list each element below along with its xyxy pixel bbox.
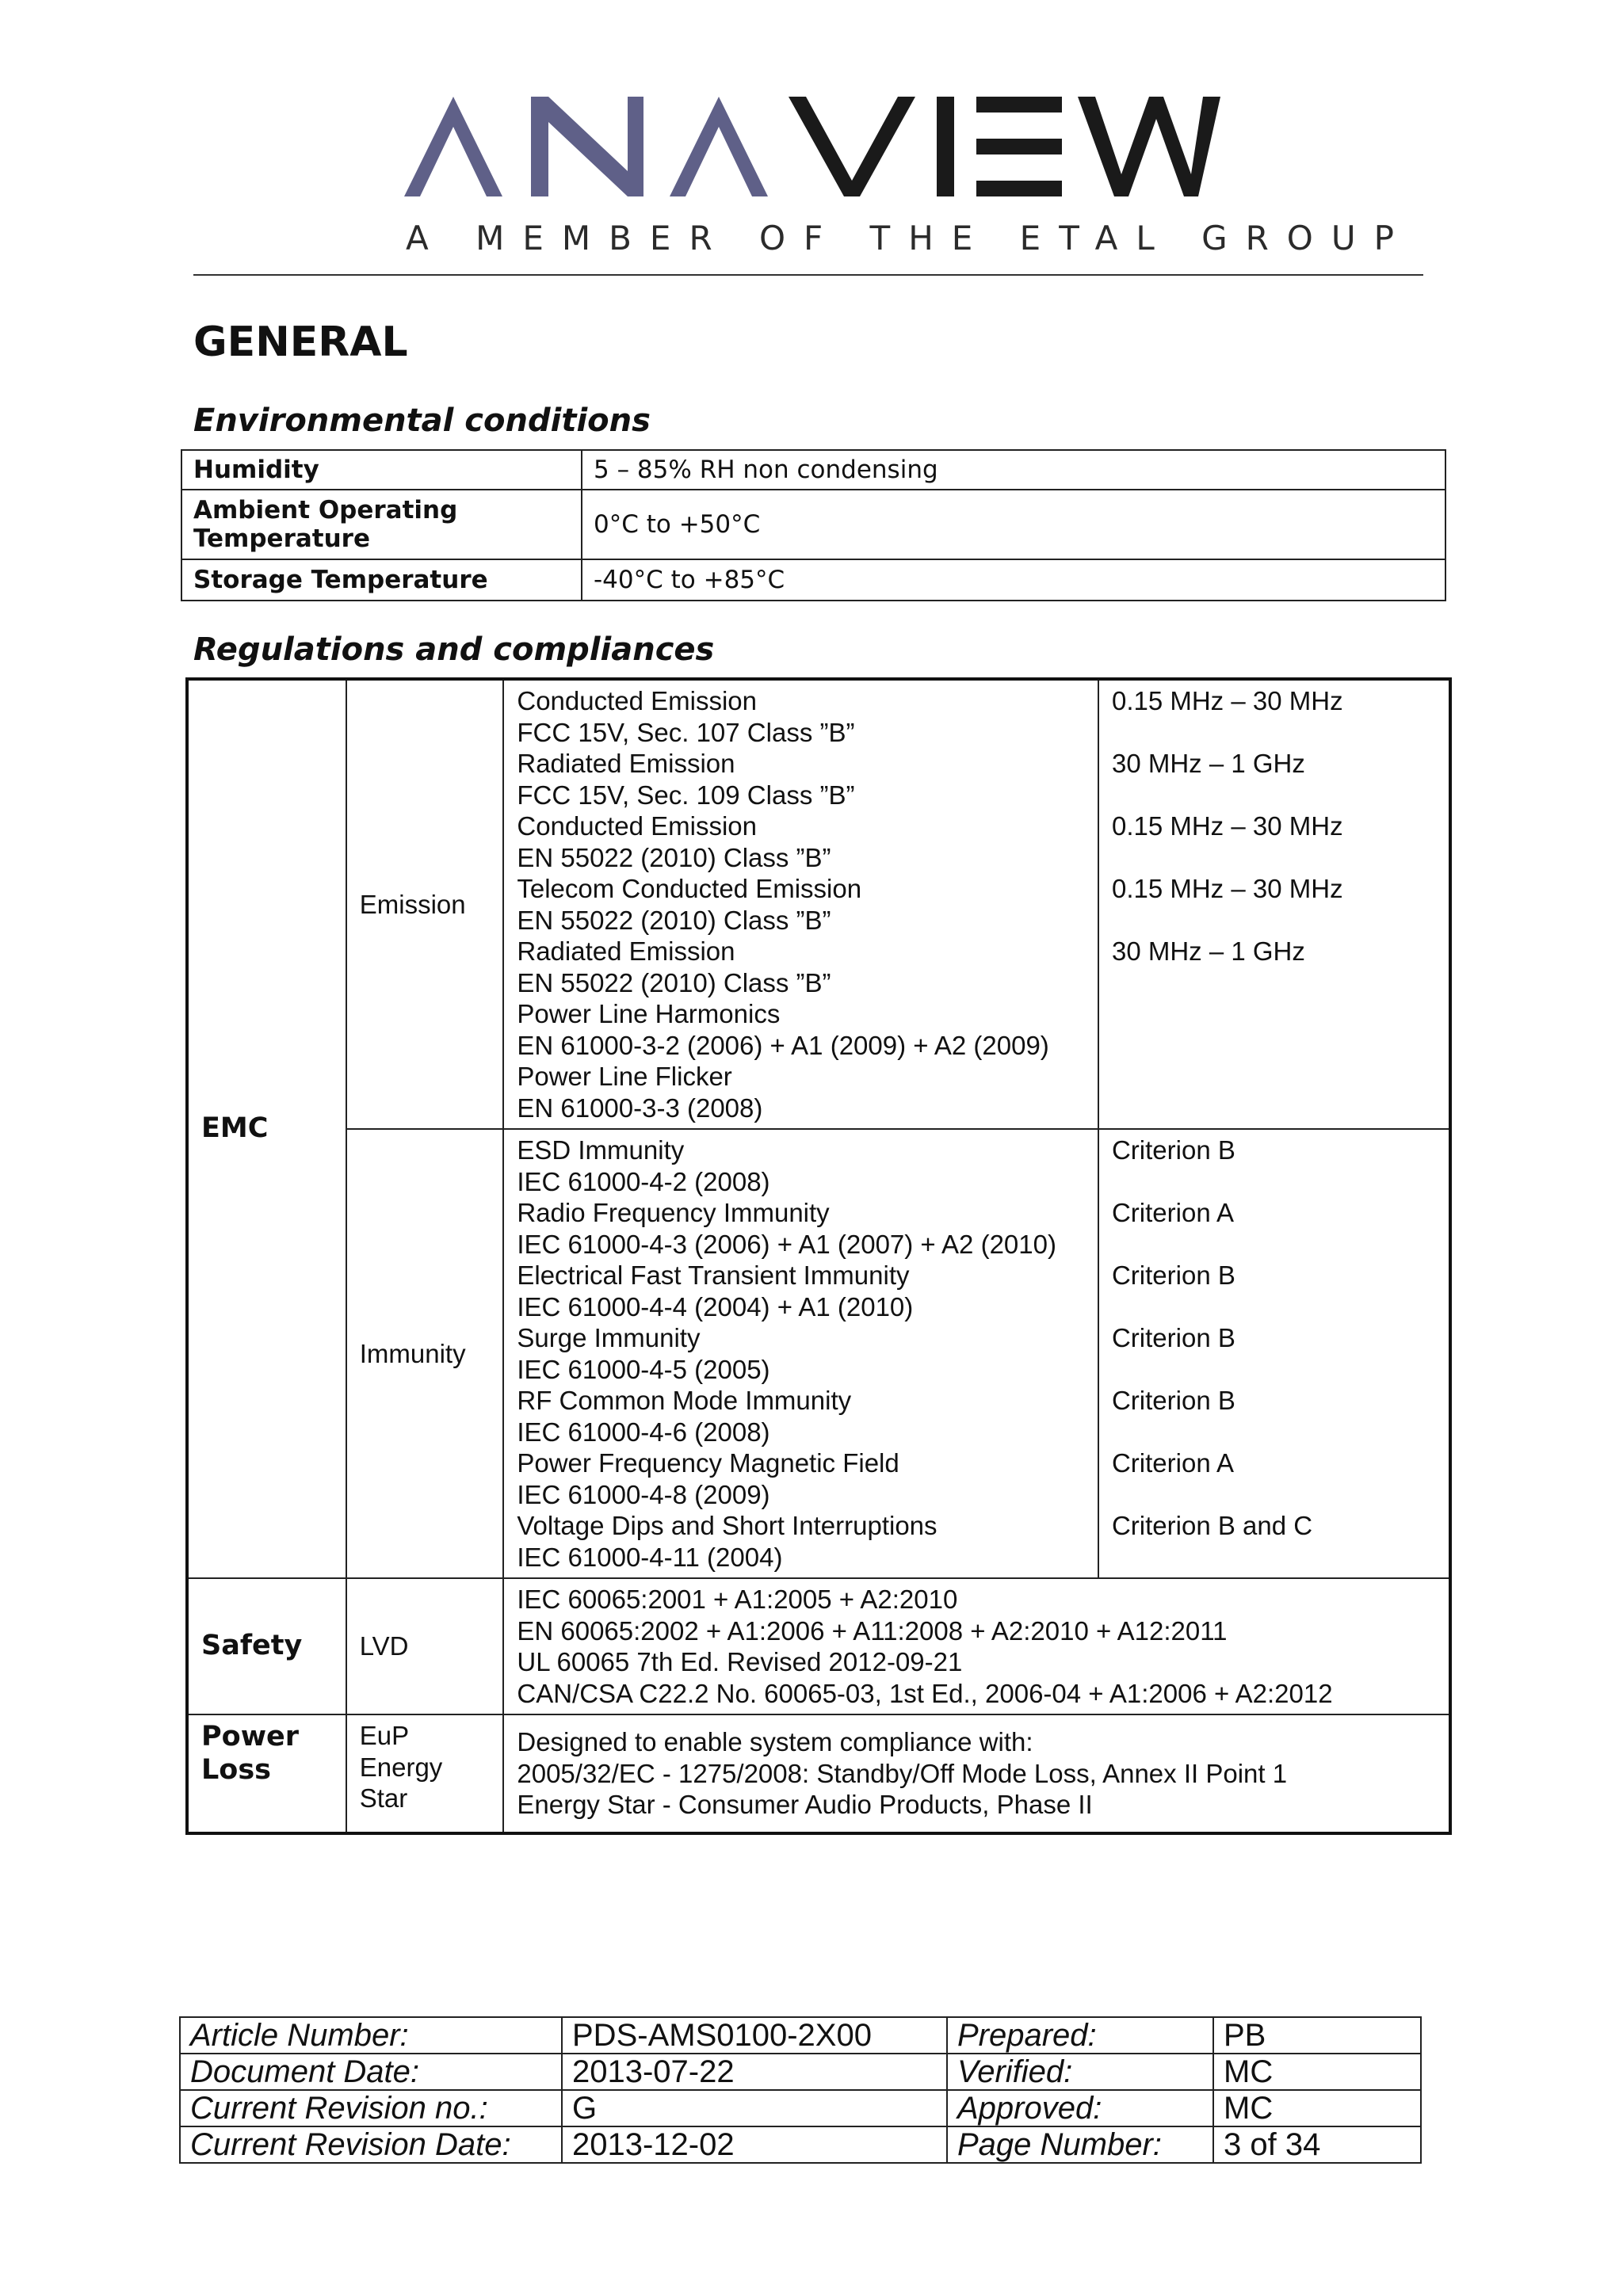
table-row	[187, 679, 1450, 1129]
table-row	[180, 2126, 1421, 2163]
standard-line: IEC 61000-4-8 (2009)	[517, 1479, 770, 1509]
standard-line: 2005/32/EC - 1275/2008: Standby/Off Mode Loss, Annex II Point 1	[517, 1758, 1288, 1788]
emc-label: EMC	[187, 679, 346, 1578]
limit-line: Criterion B and C	[1111, 1511, 1313, 1540]
limit-line: Criterion B	[1111, 1261, 1235, 1290]
table-row	[180, 2054, 1421, 2090]
limit-line	[1112, 1229, 1436, 1261]
immunity-limits	[1098, 1129, 1450, 1578]
standard-line: RF Common Mode Immunity	[517, 1386, 852, 1415]
limit-line	[1112, 842, 1436, 874]
standard-line: EN 60065:2002 + A1:2006 + A11:2008 + A2:2010 + A12:2011	[517, 1615, 1228, 1646]
table-row	[181, 559, 1445, 601]
standard-line: IEC 61000-4-11 (2004)	[517, 1542, 783, 1572]
footer-value: MC	[1213, 2054, 1421, 2090]
env-label-ambient-temp: Ambient Operating Temperature	[181, 490, 582, 559]
limit-line: Criterion B	[1111, 1323, 1235, 1352]
limit-line	[1112, 1417, 1436, 1448]
limit-line	[1112, 1166, 1436, 1198]
footer-value: 2013-07-22	[562, 2054, 947, 2090]
standard-line: Radiated Emission	[517, 749, 735, 778]
standard-line: IEC 61000-4-4 (2004) + A1 (2010)	[517, 1291, 914, 1322]
standard-line: ESD Immunity	[517, 1135, 685, 1165]
limit-line	[1112, 1479, 1436, 1511]
standard-line: EN 55022 (2010) Class ”B”	[517, 967, 831, 997]
power-loss-sub-line: EuP	[359, 1721, 410, 1750]
limit-line	[1112, 1291, 1436, 1323]
logo-tagline: A MEMBER OF THE ETAL GROUP	[406, 219, 1412, 257]
env-label-storage-temp: Storage Temperature	[181, 559, 582, 601]
limit-line	[1112, 780, 1436, 811]
standard-line: FCC 15V, Sec. 109 Class ”B”	[517, 780, 855, 810]
standard-line: Energy Star - Consumer Audio Products, Phase II	[517, 1790, 1093, 1819]
limit-line: 30 MHz – 1 GHz	[1111, 936, 1305, 966]
limit-line: Criterion A	[1111, 1448, 1235, 1478]
emission-limits	[1098, 679, 1450, 1129]
standard-line: IEC 60065:2001 + A1:2005 + A2:2010	[517, 1585, 958, 1614]
safety-standards	[503, 1578, 1450, 1714]
env-value-ambient-temp: 0°C to +50°C	[582, 490, 1445, 559]
limit-line	[1112, 1354, 1436, 1386]
standard-line: UL 60065 7th Ed. Revised 2012-09-21	[517, 1647, 963, 1676]
env-label-humidity: Humidity	[181, 450, 582, 490]
limit-line: Criterion A	[1111, 1198, 1235, 1227]
table-row	[181, 450, 1445, 490]
page-title: GENERAL	[193, 318, 408, 366]
standard-line: EN 61000-3-3 (2008)	[517, 1093, 763, 1123]
footer-value: PDS-AMS0100-2X00	[562, 2017, 947, 2054]
standard-line: Surge Immunity	[517, 1323, 701, 1352]
limit-line: 0.15 MHz – 30 MHz	[1111, 811, 1343, 841]
table-row	[187, 1129, 1450, 1578]
header-divider	[193, 274, 1423, 276]
regulations-table	[185, 677, 1452, 1835]
footer-label: Article Number:	[180, 2017, 562, 2054]
company-logo	[0, 0, 1623, 285]
standard-line: Power Line Harmonics	[517, 999, 781, 1028]
standard-line: Conducted Emission	[517, 686, 758, 715]
standard-line: Electrical Fast Transient Immunity	[517, 1261, 910, 1290]
standard-line: Designed to enable system compliance with:	[517, 1727, 1033, 1756]
standard-line: Radiated Emission	[517, 936, 735, 966]
environmental-table	[181, 449, 1446, 601]
footer-label: Page Number:	[947, 2126, 1213, 2163]
standard-line: EN 55022 (2010) Class ”B”	[517, 842, 831, 872]
footer-label: Current Revision Date:	[180, 2126, 562, 2163]
power-loss-sub-line: Star	[359, 1783, 408, 1813]
power-loss-label	[187, 1714, 346, 1833]
power-loss-standards	[503, 1714, 1450, 1833]
table-row	[187, 1578, 1450, 1714]
emission-standards	[503, 679, 1098, 1129]
footer-label: Approved:	[947, 2090, 1213, 2126]
standard-line: IEC 61000-4-6 (2008)	[517, 1417, 770, 1447]
footer-label: Verified:	[947, 2054, 1213, 2090]
footer-label: Current Revision no.:	[180, 2090, 562, 2126]
lvd-label: LVD	[346, 1578, 504, 1714]
regulations-title: Regulations and compliances	[193, 631, 715, 668]
table-row	[180, 2017, 1421, 2054]
limit-line: 0.15 MHz – 30 MHz	[1111, 686, 1343, 715]
standard-line: IEC 61000-4-2 (2008)	[517, 1166, 770, 1196]
anaview-logo-mark	[404, 95, 1220, 198]
immunity-label: Immunity	[346, 1129, 504, 1578]
standard-line: FCC 15V, Sec. 107 Class ”B”	[517, 717, 855, 747]
document-info-footer	[179, 2016, 1422, 2164]
standard-line: IEC 61000-4-3 (2006) + A1 (2007) + A2 (2010)	[517, 1229, 1056, 1259]
emission-label: Emission	[346, 679, 504, 1129]
footer-label: Prepared:	[947, 2017, 1213, 2054]
power-loss-label-line2: Loss	[201, 1754, 272, 1786]
table-row	[180, 2090, 1421, 2126]
footer-value: 2013-12-02	[562, 2126, 947, 2163]
footer-value: G	[562, 2090, 947, 2126]
standard-line: CAN/CSA C22.2 No. 60065-03, 1st Ed., 2006-04 + A1:2006 + A2:2012	[517, 1678, 1333, 1708]
standard-line: IEC 61000-4-5 (2005)	[517, 1354, 770, 1384]
standard-line: EN 61000-3-2 (2006) + A1 (2009) + A2 (2009)	[517, 1030, 1049, 1060]
power-loss-label-line1: Power	[201, 1721, 300, 1753]
standard-line: Power Frequency Magnetic Field	[517, 1448, 899, 1478]
standard-line: EN 55022 (2010) Class ”B”	[517, 905, 831, 935]
table-row	[187, 1714, 1450, 1833]
limit-line: Criterion B	[1111, 1135, 1235, 1165]
table-row	[181, 490, 1445, 559]
env-value-storage-temp: -40°C to +85°C	[582, 559, 1445, 601]
footer-value: MC	[1213, 2090, 1421, 2126]
limit-line	[1112, 717, 1436, 749]
standard-line: Telecom Conducted Emission	[517, 874, 862, 903]
env-value-humidity: 5 – 85% RH non condensing	[582, 450, 1445, 490]
limit-line: Criterion B	[1111, 1386, 1235, 1415]
safety-label: Safety	[187, 1578, 346, 1714]
limit-line: 0.15 MHz – 30 MHz	[1111, 874, 1343, 903]
limit-line	[1112, 905, 1436, 936]
standard-line: Radio Frequency Immunity	[517, 1198, 830, 1227]
standard-line: Conducted Emission	[517, 811, 758, 841]
environmental-title: Environmental conditions	[193, 402, 651, 439]
immunity-standards	[503, 1129, 1098, 1578]
standard-line: Voltage Dips and Short Interruptions	[517, 1511, 938, 1540]
limit-line: 30 MHz – 1 GHz	[1111, 749, 1305, 778]
standard-line: Power Line Flicker	[517, 1062, 732, 1091]
footer-value: PB	[1213, 2017, 1421, 2054]
footer-label: Document Date:	[180, 2054, 562, 2090]
footer-value: 3 of 34	[1213, 2126, 1421, 2163]
power-loss-sub-line: Energy	[359, 1752, 443, 1782]
power-loss-sub	[346, 1714, 504, 1833]
